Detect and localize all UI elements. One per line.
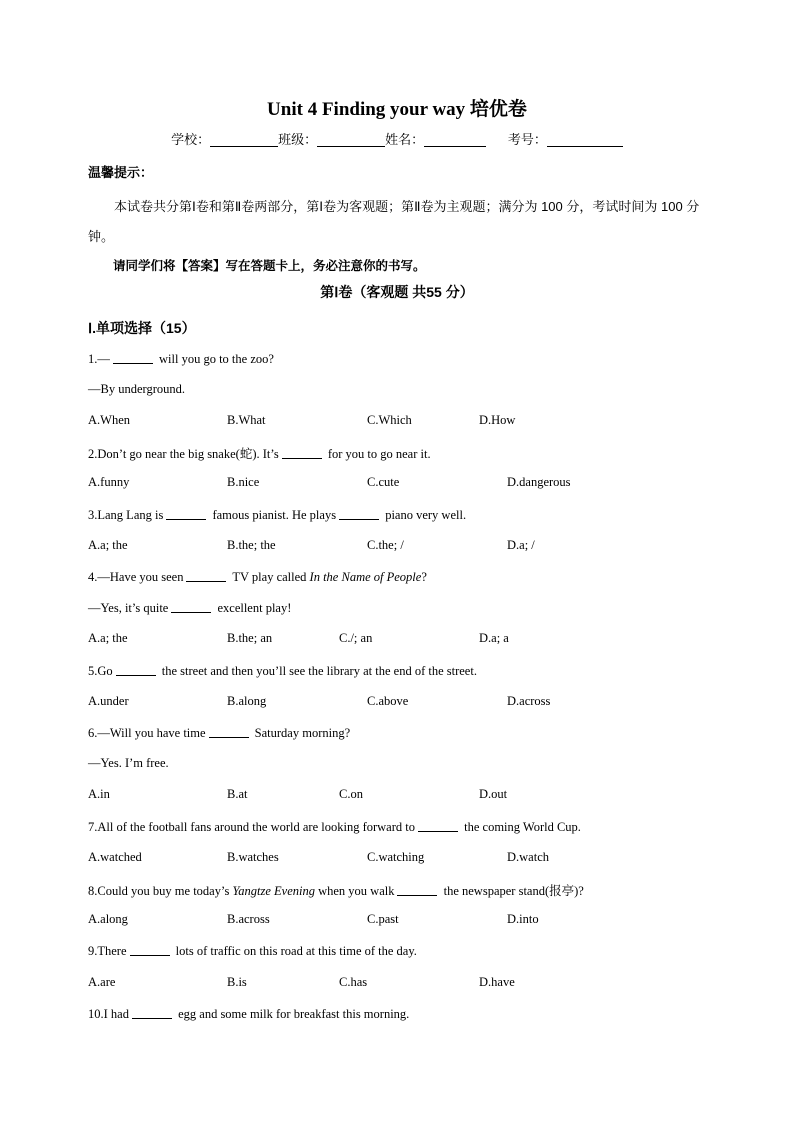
option-a[interactable]: A.When <box>88 413 130 427</box>
question-3-stem: 3.Lang Lang is famous pianist. He plays piano very well. <box>88 508 467 522</box>
question-5-stem: 5.Go the street and then you’ll see the library at the end of the street. <box>88 664 477 678</box>
answer-blank <box>113 351 153 364</box>
answer-blank <box>209 725 249 738</box>
question-1-stem: 1.— will you go to the zoo? <box>88 352 274 366</box>
tips-heading: 温馨提示： <box>88 165 154 180</box>
option-d[interactable]: D.have <box>479 975 515 989</box>
option-b[interactable]: B.What <box>227 413 266 427</box>
option-b[interactable]: B.along <box>227 694 267 708</box>
answer-blank <box>418 819 458 832</box>
answer-blank <box>397 883 437 896</box>
question-7-stem: 7.All of the football fans around the world are looking forward to the coming World Cup. <box>88 820 581 834</box>
option-b[interactable]: B.watches <box>227 850 279 864</box>
question-4-stem: 4.—Have you seen TV play called In the Name of People? <box>88 570 427 584</box>
option-b[interactable]: B.the; an <box>227 631 273 645</box>
question-6-reply: —Yes. I’m free. <box>88 756 169 770</box>
option-b[interactable]: B.is <box>227 975 247 989</box>
school-label: 学校： <box>171 132 211 147</box>
class-field[interactable] <box>317 132 385 147</box>
number-field[interactable] <box>547 132 623 147</box>
student-info-row <box>0 129 794 148</box>
option-c[interactable]: C.above <box>367 694 409 708</box>
answer-blank <box>186 569 226 582</box>
question-1-reply: —By underground. <box>88 382 185 396</box>
question-4-reply: —Yes, it’s quite excellent play! <box>88 601 292 615</box>
school-field[interactable] <box>210 132 278 147</box>
tips-body: 本试卷共分第Ⅰ卷和第Ⅱ卷两部分，第Ⅰ卷为客观题；第Ⅱ卷为主观题；满分为 100 分，考试时间为 100 分钟。 <box>88 199 700 244</box>
option-c[interactable]: C.Which <box>367 413 412 427</box>
answer-blank <box>116 663 156 676</box>
option-d[interactable]: D.across <box>507 694 551 708</box>
option-a[interactable]: A.watched <box>88 850 142 864</box>
option-a[interactable]: A.a; the <box>88 538 128 552</box>
option-d[interactable]: D.How <box>479 413 516 427</box>
option-d[interactable]: D.a; a <box>479 631 509 645</box>
option-a[interactable]: A.funny <box>88 475 130 489</box>
option-d[interactable]: D.watch <box>507 850 549 864</box>
answer-blank <box>282 446 322 459</box>
section-title: Ⅰ.单项选择（15） <box>88 320 196 336</box>
option-d[interactable]: D.a; / <box>507 538 535 552</box>
option-b[interactable]: B.the; the <box>227 538 276 552</box>
volume-title: 第Ⅰ卷（客观题 共55 分） <box>320 284 474 300</box>
option-c[interactable]: C.has <box>339 975 368 989</box>
option-a[interactable]: A.a; the <box>88 631 128 645</box>
option-a[interactable]: A.are <box>88 975 116 989</box>
question-2-stem: 2.Don’t go near the big snake(蛇). It’s for you to go near it. <box>88 447 431 461</box>
option-b[interactable]: B.at <box>227 787 248 801</box>
option-b[interactable]: B.across <box>227 912 270 926</box>
option-c[interactable]: C./; an <box>339 631 373 645</box>
number-label: 考号： <box>507 132 547 147</box>
option-d[interactable]: D.into <box>507 912 539 926</box>
option-c[interactable]: C.on <box>339 787 363 801</box>
answer-blank <box>132 1006 172 1019</box>
option-a[interactable]: A.in <box>88 787 110 801</box>
option-d[interactable]: D.dangerous <box>507 475 571 489</box>
question-9-stem: 9.There lots of traffic on this road at this time of the day. <box>88 944 417 958</box>
name-label: 姓名： <box>385 132 425 147</box>
answer-blank <box>171 600 211 613</box>
name-field[interactable] <box>424 132 486 147</box>
option-b[interactable]: B.nice <box>227 475 260 489</box>
option-c[interactable]: C.watching <box>367 850 425 864</box>
question-8-stem: 8.Could you buy me today’s Yangtze Evening when you walk the newspaper stand(报亭)? <box>88 884 584 898</box>
question-10-stem: 10.I had egg and some milk for breakfast this morning. <box>88 1007 410 1021</box>
question-6-stem: 6.—Will you have time Saturday morning? <box>88 726 351 740</box>
page-title: Unit 4 Finding your way 培优卷 <box>267 99 527 120</box>
option-c[interactable]: C.the; / <box>367 538 404 552</box>
option-c[interactable]: C.cute <box>367 475 400 489</box>
class-label: 班级： <box>278 132 318 147</box>
option-a[interactable]: A.under <box>88 694 129 708</box>
option-c[interactable]: C.past <box>367 912 399 926</box>
answer-blank <box>339 507 379 520</box>
tips-emphasis: 请同学们将【答案】写在答题卡上，务必注意你的书写。 <box>113 259 426 273</box>
option-d[interactable]: D.out <box>479 787 508 801</box>
answer-blank <box>166 507 206 520</box>
answer-blank <box>130 943 170 956</box>
option-a[interactable]: A.along <box>88 912 128 926</box>
